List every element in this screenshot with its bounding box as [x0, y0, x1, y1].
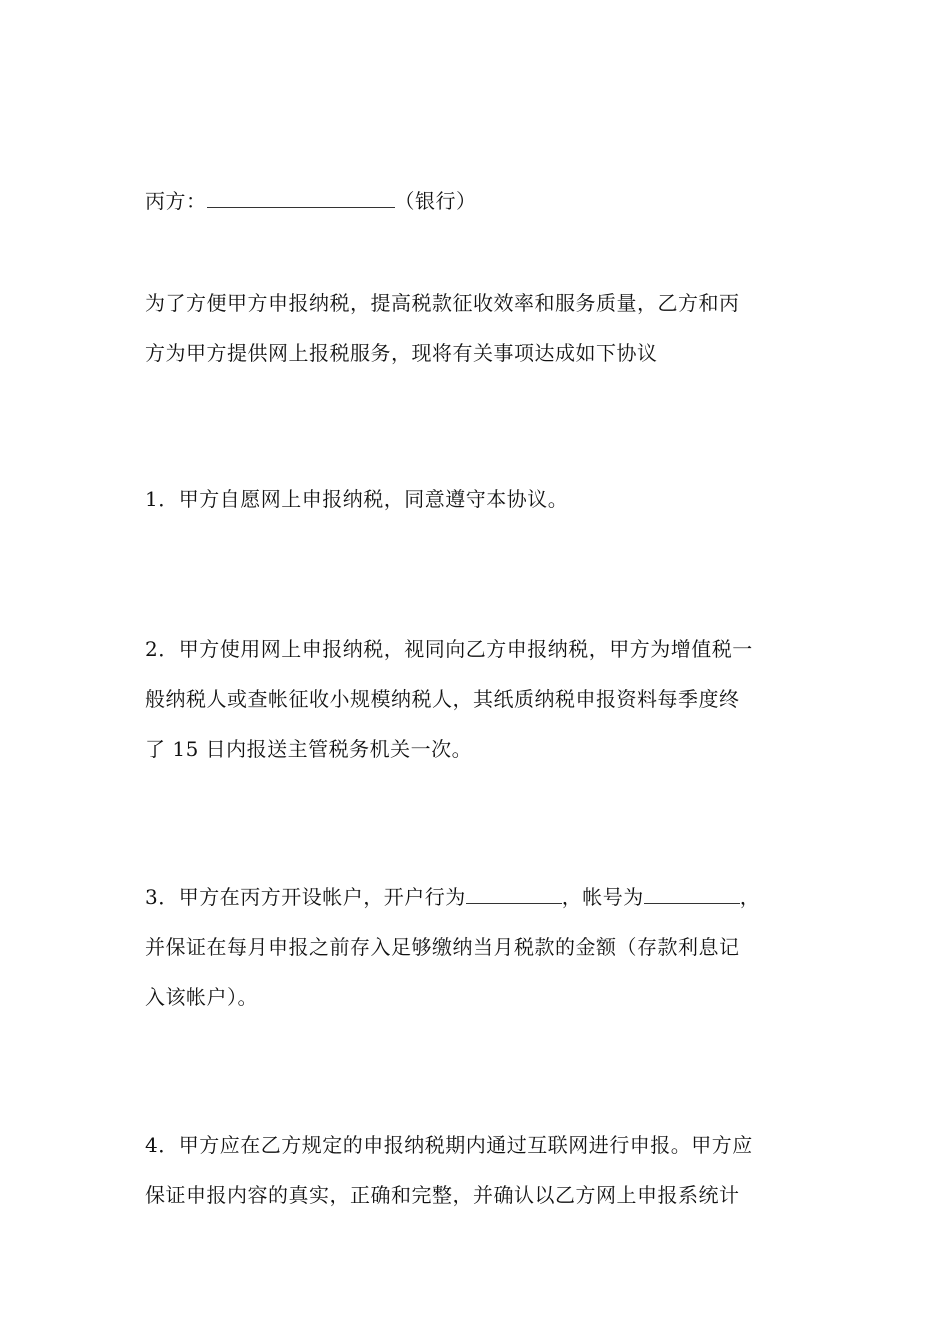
clause-3-text-a: 3．甲方在丙方开设帐户，开户行为 [145, 885, 466, 909]
intro-line-1: 为了方便甲方申报纳税，提高税款征收效率和服务质量，乙方和丙 [145, 291, 740, 315]
clause-3-line-1 [145, 884, 760, 910]
party-c-line [145, 188, 477, 214]
clause-4-line-1: 4．甲方应在乙方规定的申报纳税期内通过互联网进行申报。甲方应 [145, 1133, 753, 1157]
clause-2-line-2: 般纳税人或查帐征收小规模纳税人，其纸质纳税申报资料每季度终 [145, 687, 740, 711]
clause-2-line-1: 2．甲方使用网上申报纳税，视同向乙方申报纳税，甲方为增值税一 [145, 637, 753, 661]
intro-line-2: 方为甲方提供网上报税服务，现将有关事项达成如下协议 [145, 341, 658, 365]
bank-name-blank [207, 189, 395, 208]
party-c-suffix: （银行） [394, 189, 477, 213]
clause-3-text-b: ，帐号为 [561, 885, 644, 909]
opening-bank-blank [466, 885, 562, 904]
clause-2-line-3: 了 15 日内报送主管税务机关一次。 [145, 737, 473, 761]
clause-3-line-3: 入该帐户）。 [145, 985, 258, 1009]
party-c-label: 丙方： [145, 189, 207, 213]
account-number-blank [644, 885, 740, 904]
clause-1-line-1: 1．甲方自愿网上申报纳税，同意遵守本协议。 [145, 487, 569, 511]
clause-3-line-2: 并保证在每月申报之前存入足够缴纳当月税款的金额（存款利息记 [145, 935, 740, 959]
clause-4-line-2: 保证申报内容的真实，正确和完整，并确认以乙方网上申报系统计 [145, 1183, 740, 1207]
clause-3-text-c: ， [739, 885, 761, 909]
